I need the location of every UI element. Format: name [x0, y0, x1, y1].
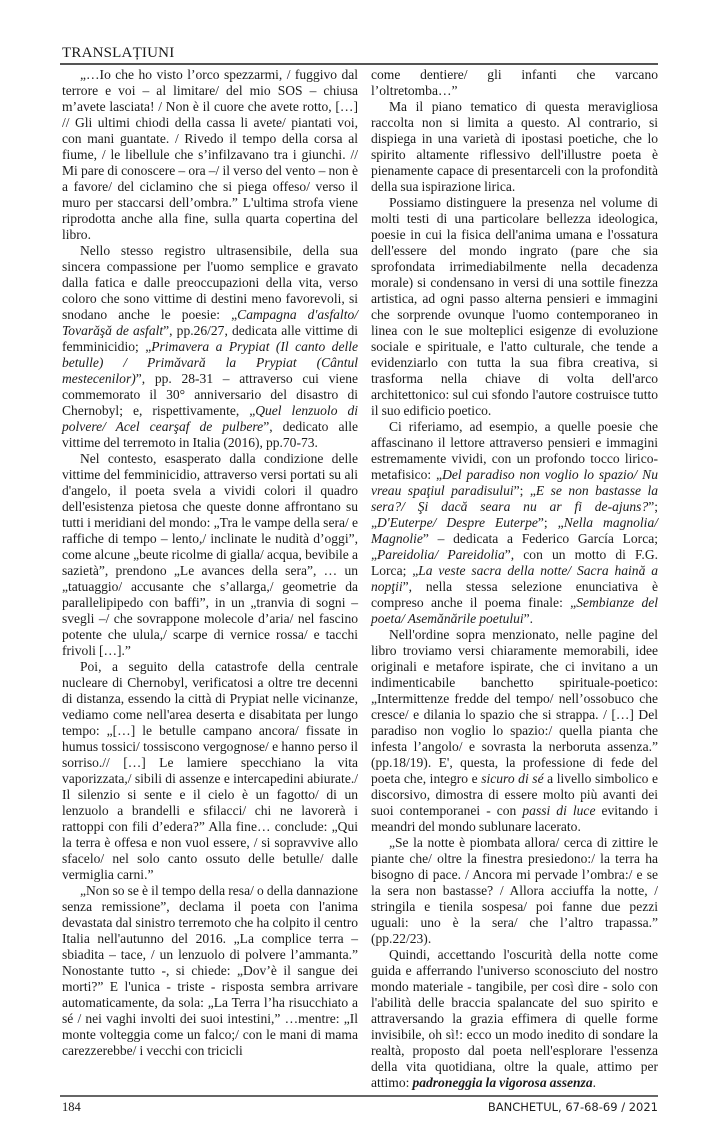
emphasized-text: Del paradiso non voglio lo spazio/ Nu vreau spaţiul paradisului — [371, 467, 658, 498]
page-number: 184 — [62, 1100, 81, 1114]
journal-issue: BANCHETUL, 67-68-69 / 2021 — [487, 1100, 658, 1114]
paragraph — [62, 67, 358, 243]
emphasized-text: Pareidolia/ Pareidolia — [377, 547, 505, 562]
text-run: „Non so se è il tempo della resa/ o della dannazione senza remissione”, declama il poeta con l'anima devastata dal sinistro terremoto che ha colpito il centro Italia nell'autunno del 2016. „La complice terra – sbiadita – tace, / un lenzuolo di polvere l’ammanta.” Nonostante tutto -, si chiede: „Dov’è il sangue dei morti?” E l'unica - triste - risposta sembra arrivare automaticamente, da sola: „La Terra l’ha risucchiato a sé / nei vaghi involti dei suoi intestini,” …mentre: „Il monte volteggia come un falco;/ con le mani di mama carezzerebbe/ i vecchi con tricicli — [62, 883, 358, 1058]
emphasized-text: Campagna d'asfalto/ Tovarăşă de asfalt — [62, 307, 358, 338]
text-run: „Se la notte è piombata allora/ cerca di zittire le piante che/ oltre la finestra presiedono:/ la terra ha bisogno di pace. / Ancora mi pervade l’ombra:/ e se la sera non bastasse? / Allora acciuffa la notte, / stringila e tienila sospesa/ poi fanne due pezzi uguali: uno è la sera/ che l’altro trapassa.” (pp.22/23). — [371, 835, 658, 946]
emphasized-text: sicuro di sé — [481, 771, 544, 786]
emphasized-text: passi di luce — [522, 803, 596, 818]
emphasized-text: padroneggia la vigorosa assenza — [412, 1075, 593, 1090]
text-run: ”; „ — [537, 515, 564, 530]
text-run: Poi, a seguito della catastrofe della centrale nucleare di Chernobyl, verificatosi a oltre tre decenni di distanza, essendo la città di Prypiat nelle vicinanze, vediamo come nell'area deserta e disabitata per lungo tempo: „[…] le betulle campano ancora/ fissate in humus tossici/ tossiscono vergognose/ e hanno perso il sorriso.// […] Le lamiere specchiano la vita vaporizzata,/ sibili di assenze e intercapedini abiurate./ Il silenzio si sente e il cielo è un fagotto/ di un lenzuolo a brandelli e sfilacci/ chi ne lavorerà i rattoppi con fili d’edera?” Alla fine… conclude: „Qui la terra è offesa e non vuol essere, / si sopravvive allo sfacelo/ nel solo canto ossuto delle betulle/ dalle vermiglia carni.” — [62, 659, 358, 882]
text-run: ”, pp.26/27, dedicata alle vittime di femminicidio; „ — [62, 323, 358, 354]
header-rule — [60, 63, 658, 65]
emphasized-text: D'Euterpe/ Despre Euterpe — [377, 515, 538, 530]
emphasized-text: E se non bastasse la sera?/ Şi dacă seara nu ar fi de-ajuns? — [371, 483, 658, 514]
emphasized-text: Primavera a Prypiat (Il canto delle betulle) / Primăvară la Prypiat (Cântul mestecenilor) — [62, 339, 358, 386]
text-run: Quindi, accettando l'oscurità della notte come guida e afferrando l'universo sconosciuto del nostro mondo materiale - tangibile, per così dire - solo con l'abilità delle braccia spalancate del suo spirito e attraversando la grazia effimera di quelle forme invisibile, oh sì!: ecco un modo inedito di sondare la realtà, proposto dal poeta nell'esplorare l'essenza della vita quotidiana, oltre la quale, attimo per attimo: — [371, 947, 658, 1090]
text-run: „…Io che ho visto l’orco spezzarmi, / fuggivo dal terrore e voi – al limitare/ del mio SOS – chiusa m’avete lasciata! / Non è il cuore che avete rotto, […] // Gli ultimi chiodi della cassa li avete/ piantati voi, con mani guantate. / Rivedo il tempo della corsa al fiume, / le libellule che s’infilzavano tra i giunchi. // Mi pare di conoscere – ora –/ il verso del vento – non è a favore/ del ciclamino che si piega offeso/ verso il muro per staccarsi dell’ombra.” L'ultima strofa viene riprodotta anche alla fine, sulla quarta copertina del libro. — [62, 67, 358, 242]
paragraph — [62, 243, 358, 451]
text-run: Nello stesso registro ultrasensibile, della sua sincera compassione per l'uomo semplice e gravato dalla fatica e dalle preoccupazioni della vita, verso coloro che sono vittime di destini meno favorevoli, si snodano anche le poesie: „ — [62, 243, 358, 322]
paragraph — [62, 883, 358, 1059]
paragraph — [371, 947, 658, 1091]
text-run: Nel contesto, esasperato dalla condizione delle vittime del femminicidio, attraverso versi portati su ali d'angelo, il poeta svela a vividi colori il quadro dell'esistenza pietosa che queste donne affrontano su tutti i meridiani del mondo: „Tra le vampe della sera/ e raffiche di tempo – lento,/ inclinate le nudità d’oggi”, come alcune „beute ricolme di gialla/ acqua, bevibile a sazietà”, prendono „Le avances della sera”, … un „tatuaggio/ accusante che s’allarga,/ geometrie da parallelipipedo con baffi”, in un „tranvia di sogni – svegli –/ che sovrappone molecole d’aria/ nel fascino potente che ulula,/ scarpe di vernice rossa/ e tacchi frivoli […].” — [62, 451, 358, 658]
text-run: ”, con un motto di F.G. Lorca; „ — [371, 547, 658, 578]
paragraph — [371, 195, 658, 419]
section-header: TRANSLAȚIUNI — [62, 45, 175, 61]
paragraph — [62, 659, 358, 883]
paragraph — [371, 835, 658, 947]
paragraph — [371, 67, 658, 99]
text-run: ”. — [523, 611, 534, 626]
text-run: ”, dedicato alle vittime del terremoto in Italia (2016), pp.70-73. — [62, 419, 358, 450]
emphasized-text: La veste sacra della notte/ Sacra haină a nopţii — [371, 563, 658, 594]
right-column — [371, 67, 658, 1091]
paragraph — [371, 419, 658, 627]
emphasized-text: Sembianze del poeta/ Asemănările poetului — [371, 595, 659, 626]
text-run: ”; „ — [513, 483, 536, 498]
text-run: Ma il piano tematico di questa meravigliosa raccolta non si limita a questo. Al contrario, si dispiega in una varietà di ipostasi poetiche, che lo spirito altamente riflessivo dell'illustre poeta è pienamente capace di presentarceli con la profondità della sua ispirazione lirica. — [371, 99, 658, 194]
emphasized-text: Nella magnolia/ Magnolie — [371, 515, 658, 546]
text-run: . — [592, 1075, 596, 1090]
footer-rule — [60, 1095, 658, 1097]
paragraph — [371, 99, 658, 195]
text-run: come dentiere/ gli infanti che varcano l’oltretomba…” — [371, 67, 658, 98]
text-run: ” – dedicata a Federico García Lorca; „ — [371, 531, 658, 562]
emphasized-text: Quel lenzuolo di polvere/ Acel cearşaf de pulbere — [62, 403, 358, 434]
text-run: a livello simbolico e discorsivo, dimostra di essere molto più avanti dei suoi contemporanei - con — [371, 771, 658, 818]
text-run: evitando i meandri del mondo sublunare lacerato. — [371, 803, 658, 834]
text-run: Possiamo distinguere la presenza nel volume di molti testi di una particolare bellezza ideologica, poesie in cui la fisica dell'anima umana e l'ossatura dell'essere del mondo ingrato (pare che sia sprofondata irrimediabilmente nella decadenza morale) si condensano in versi di una sottile finezza artistica, ad ogni passo alterna pensieri e immagini che sorprende ovunque l'uomo contemporaneo in linea con le sue molteplici esigenze di evoluzione sociale e spirituale, e l'atto culturale, che tende a evidenziarlo con tutta la sua fibra creativa, si trasforma nella chiave di volta dell'arco architettonico: sul cui sfondo l'autore costruisce tutto il suo edificio poetico. — [371, 195, 658, 418]
left-column — [62, 67, 358, 1059]
paragraph — [371, 627, 658, 835]
text-run: Nell'ordine sopra menzionato, nelle pagine del libro troviamo versi chiaramente memorabili, idee originali e metafore ispirate, che ci invitano a un indimenticabile banchetto spirituale-poetico: „Intermittenze fredde del tempo/ nell’ossobuco che cresce/ e dilania lo spazio che si strappa. / […] Del paradiso non voglio lo spazio:/ quella pianta che infesta l’angolo/ e sovrasta la nerboruta assenza.” (pp.18/19). E', questa, la professione di fede del poeta che, integro e — [371, 627, 658, 786]
text-run: ”; „ — [371, 499, 658, 530]
text-run: ”, pp. 28-31 – attraverso cui viene commemorato il 30° anniversario del disastro di Chernobyl; e, rispettivamente, „ — [62, 371, 358, 418]
text-run: ”, nella stessa selezione enunciativa è compreso anche il poema finale: „ — [371, 579, 658, 610]
text-run: Ci riferiamo, ad esempio, a quelle poesie che affascinano il lettore attraverso pensieri e immagini estremamente vividi, con un profondo tocco lirico-metafisico: „ — [371, 419, 658, 482]
paragraph — [62, 451, 358, 659]
